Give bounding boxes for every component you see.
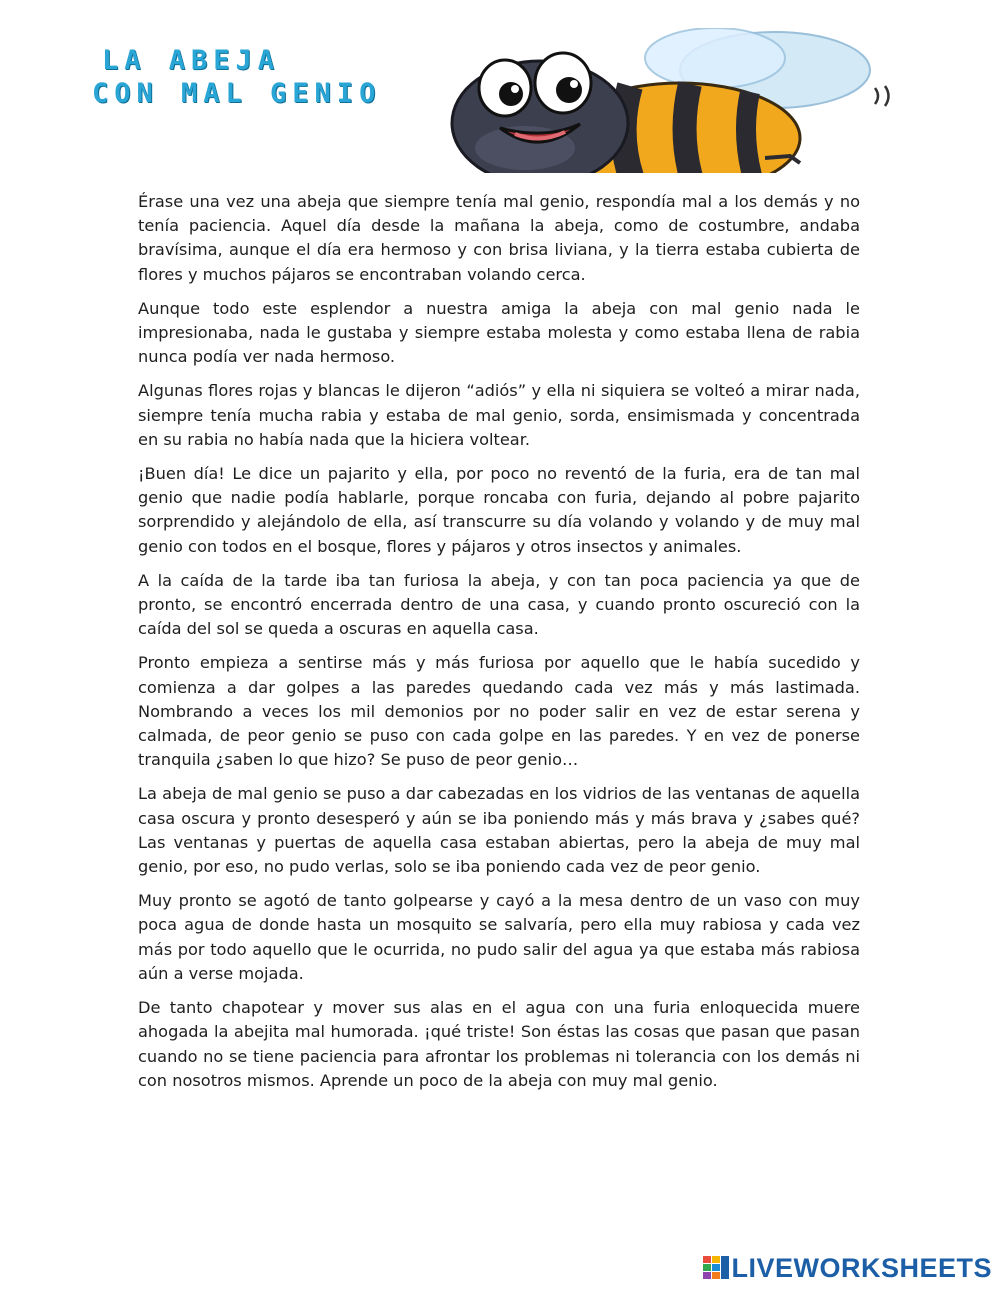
liveworksheets-logo-icon: [703, 1256, 729, 1280]
paragraph: Algunas flores rojas y blancas le dijeron “adiós” y ella ni siquiera se volteó a mirar nada, siempre tenía mucha rabia y estaba de mal genio, sorda, ensimismada y concentrada en su rabia no había nada que la hiciera voltear.: [138, 381, 860, 449]
paragraph: De tanto chapotear y mover sus alas en el agua con una furia enloquecida muere ahogada la abejita mal humorada. ¡qué triste! Son éstas las cosas que pasan que pasan cuando no se tiene paciencia para afrontar los problemas ni tolerancia con los demás ni con nosotros mismos. Aprende un poco de la abeja con muy mal genio.: [138, 998, 860, 1090]
paragraph: La abeja de mal genio se puso a dar cabezadas en los vidrios de las ventanas de aquella casa oscura y pronto desesperó y aún se iba poniendo más y más brava y ¿sabes qué? Las ventanas y puertas de aquella casa estaban abiertas, pero la abeja de muy mal genio, por eso, no pudo verlas, solo se iba poniendo cada vez de peor genio.: [138, 784, 860, 877]
header: [0, 0, 1000, 175]
paragraph: Érase una vez una abeja que siempre tenía mal genio, respondía mal a los demás y no tenía paciencia. Aquel día desde la mañana la abeja, como de costumbre, andaba bravísima, aunque el día era hermoso y con brisa liviana, y la tierra estaba cubierta de flores y muchos pájaros se encontraban volando cerca.: [138, 192, 860, 284]
paragraph: Muy pronto se agotó de tanto golpearse y cayó a la mesa dentro de un vaso con muy poca agua de donde hasta un mosquito se salvaría, pero ella muy rabiosa y cada vez más por todo aquello que le ocurrida, no pudo salir del agua ya que estaba más rabiosa aún a verse mojada.: [138, 891, 860, 983]
liveworksheets-logo: [703, 1253, 992, 1283]
buzz-marks: [875, 86, 889, 106]
paragraph: ¡Buen día! Le dice un pajarito y ella, por poco no reventó de la furia, era de tan mal genio que nadie podía hablarle, porque roncaba con furia, dejando al pobre pajarito sorprendido y alejándolo de ella, así transcurre su día volando y volando y de muy mal genio con todos en el bosque, flores y pájaros y otros insectos y animales.: [138, 464, 860, 556]
title-line-1: LA ABEJA: [102, 45, 281, 76]
paragraph: Pronto empieza a sentirse más y más furiosa por aquello que le había sucedido y comienza a dar golpes a las paredes quedando cada vez más y más lastimada. Nombrando a veces los mil demonios por no poder salir en vez de estar serena y calmada, de peor genio se puso con cada golpe en las paredes. Y en vez de ponerse tranquila ¿saben lo que hizo? Se puso de peor genio…: [138, 653, 860, 770]
bee-wing-front: [645, 28, 785, 88]
bee-illustration: [445, 28, 905, 173]
story-body: [138, 190, 860, 1103]
paragraph: Aunque todo este esplendor a nuestra amiga la abeja con mal genio nada le impresionaba, nada le gustaba y siempre estaba molesta y como estaba llena de rabia nunca podía ver nada hermoso.: [138, 298, 860, 367]
paragraph: A la caída de la tarde iba tan furiosa la abeja, y con tan poca paciencia ya que de pronto, se encontró encerrada dentro de una casa, y cuando pronto oscureció con la caída del sol se queda a oscuras en aquella casa.: [138, 570, 860, 639]
title-line-2: CON MAL GENIO: [92, 78, 382, 109]
brand-name: LIVEWORKSHEETS: [731, 1252, 992, 1283]
story-title: [92, 44, 381, 110]
